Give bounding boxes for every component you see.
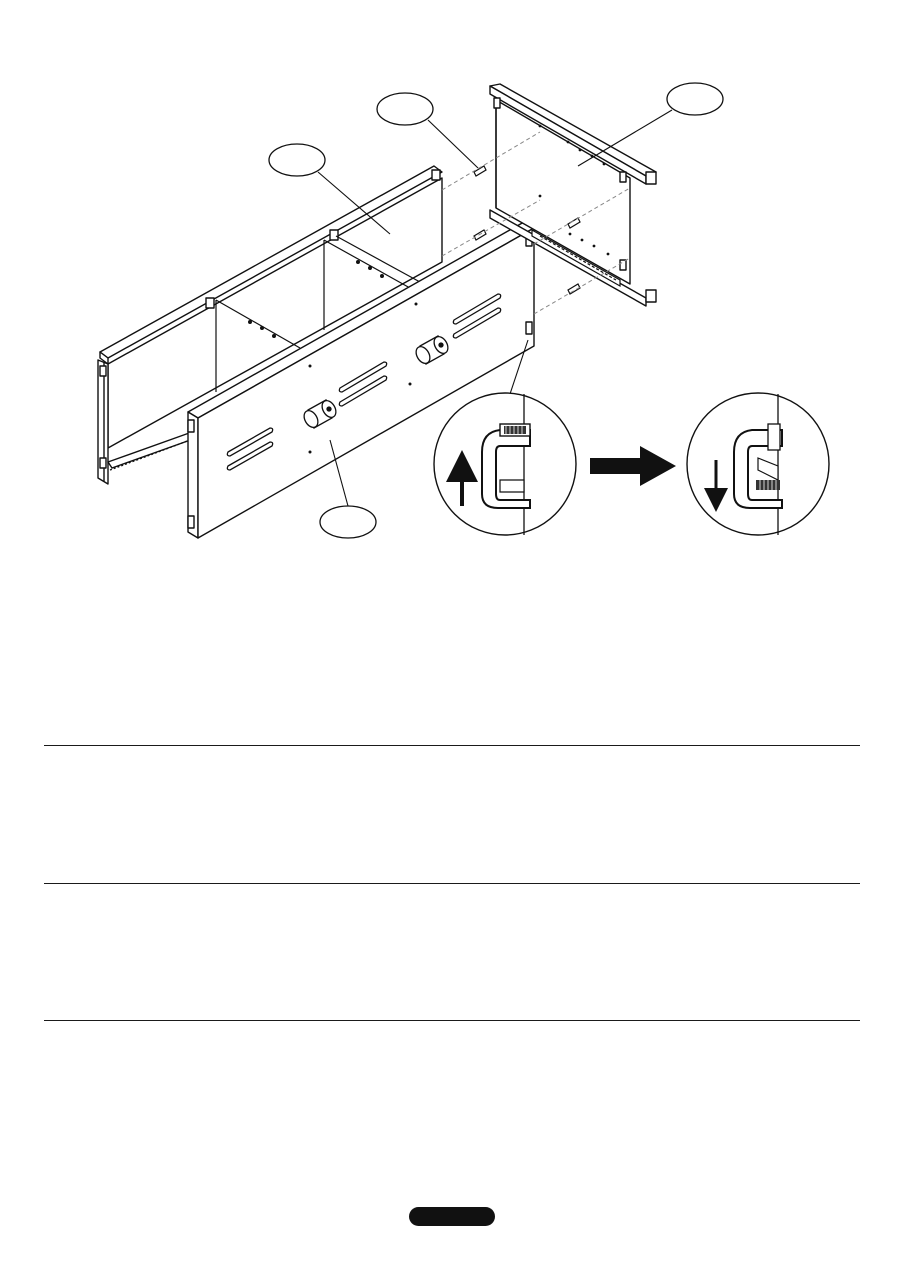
callout-dowel: [377, 93, 478, 168]
divider: [44, 1020, 860, 1021]
divider: [44, 745, 860, 746]
divider: [44, 883, 860, 884]
callout-side-panel: [578, 83, 723, 166]
detail-lock-before: [434, 393, 576, 535]
instruction-row: [44, 1035, 860, 1145]
instruction-row: [44, 898, 860, 1008]
instruction-row: [44, 760, 860, 870]
arrow-right-icon: [590, 446, 676, 486]
detail-lock-after: [687, 393, 829, 535]
page-number-badge: [409, 1207, 495, 1226]
